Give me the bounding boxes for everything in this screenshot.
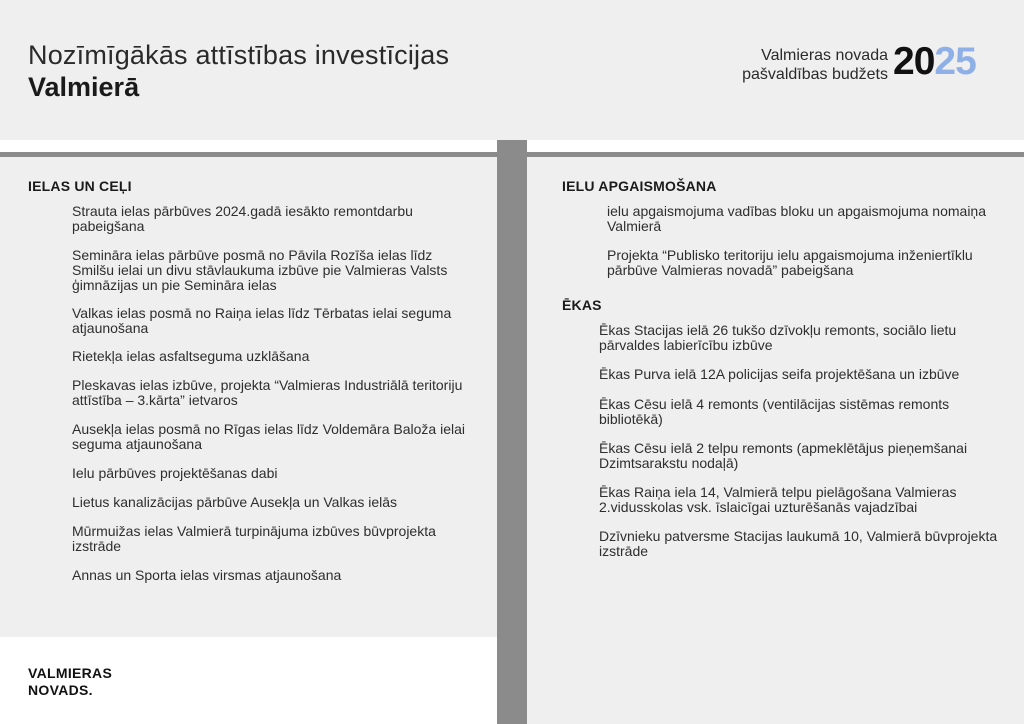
list-item: ielu apgaismojuma vadības bloku un apgaismojuma nomaiņa Valmierā: [607, 203, 987, 234]
year-digits-25: 25: [934, 40, 976, 83]
left-panel: [0, 157, 497, 637]
list-item: Semināra ielas pārbūve posmā no Pāvila Rozīša ielas līdz Smilšu ielai un divu stāvlaukuma izbūve pie Valmieras Valsts ģimnāzijas un pie Semināra ielas: [72, 247, 448, 293]
list-item: Ielu pārbūves projektēšanas dabi: [72, 465, 278, 481]
list-item: Ēkas Cēsu ielā 4 remonts (ventilācijas sistēmas remonts bibliotēkā): [599, 396, 950, 427]
list-item: Ēkas Raiņa iela 14, Valmierā telpu pielāgošana Valmieras 2.vidusskolas vsk. īslaicīgai uzturēšanās vajadzībai: [599, 484, 957, 515]
year-digits-20: 20: [893, 40, 935, 83]
budget-label-line1: Valmieras novada: [761, 47, 888, 64]
list-item: Mūrmuižas ielas Valmierā turpinājuma izbūves būvprojekta izstrāde: [72, 523, 436, 554]
logo-line2: NOVADS.: [28, 682, 93, 698]
list-item: Dzīvnieku patversme Stacijas laukumā 10, Valmierā būvprojekta izstrāde: [599, 528, 998, 559]
section-title-roads: IELAS UN CEĻI: [28, 178, 132, 194]
valmieras-novads-logo: [28, 665, 112, 699]
budget-label-line2: pašvaldības budžets: [742, 66, 888, 83]
list-item: Valkas ielas posmā no Raiņa ielas līdz Tērbatas ielai seguma atjaunošana: [72, 305, 452, 336]
logo-line1: VALMIERAS: [28, 665, 113, 681]
list-item: Strauta ielas pārbūves 2024.gadā iesākto remontdarbu pabeigšana: [72, 203, 413, 234]
page-title-city: Valmierā: [28, 72, 140, 102]
header-band: [0, 0, 1024, 140]
list-item: Annas un Sporta ielas virsmas atjaunošana: [72, 567, 342, 583]
budget-label: [742, 46, 888, 84]
budget-year: [893, 38, 976, 86]
vertical-divider: [497, 140, 527, 724]
list-item: Ēkas Cēsu ielā 2 telpu remonts (apmeklētājus pieņemšanai Dzimtsarakstu nodaļā): [599, 440, 968, 471]
list-item: Lietus kanalizācijas pārbūve Ausekļa un Valkas ielās: [72, 494, 398, 510]
list-item: Pleskavas ielas izbūve, projekta “Valmieras Industriālā teritoriju attīstība – 3.kārta” ietvaros: [72, 377, 463, 408]
page-title: Nozīmīgākās attīstības investīcijas: [28, 40, 450, 70]
list-item: Rietekļa ielas asfaltseguma uzklāšana: [72, 348, 310, 364]
section-title-lighting: IELU APGAISMOŠANA: [562, 178, 717, 194]
right-panel: [527, 157, 1024, 724]
list-item: Projekta “Publisko teritoriju ielu apgaismojuma inženiertīklu pārbūve Valmieras novadā” pabeigšana: [607, 247, 973, 278]
section-title-buildings: ĒKAS: [562, 297, 602, 313]
list-item: Ēkas Stacijas ielā 26 tukšo dzīvokļu remonts, sociālo lietu pārvaldes labierīcību izbūve: [599, 322, 957, 353]
list-item: Ausekļa ielas posmā no Rīgas ielas līdz Voldemāra Baloža ielai seguma atjaunošana: [72, 421, 465, 452]
list-item: Ēkas Purva ielā 12A policijas seifa projektēšana un izbūve: [599, 366, 960, 382]
